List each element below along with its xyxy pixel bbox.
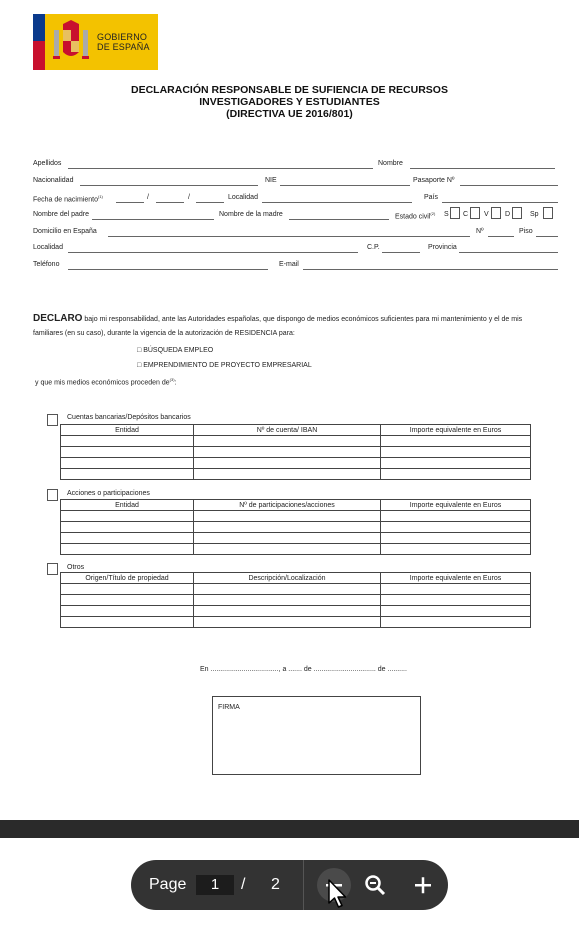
cuentas-table: [60, 424, 531, 480]
declaration-text: [33, 312, 553, 341]
table-cell[interactable]: [194, 522, 381, 533]
table-cell[interactable]: [61, 533, 194, 544]
table-cell[interactable]: [194, 469, 381, 480]
label-padre: Nombre del padre: [33, 211, 90, 218]
declaration-line-2: familiares (en su caso), durante la vigencia de la autorización de RESIDENCIA para:: [33, 330, 295, 337]
title-line-3: (DIRECTIVA UE 2016/801): [226, 108, 353, 120]
label-provincia: Provincia: [428, 244, 457, 251]
label-d: D: [505, 211, 511, 218]
coat-of-arms-icon: [51, 20, 91, 64]
page-label: Page: [149, 876, 187, 893]
table-cell[interactable]: [194, 436, 381, 447]
table-header: Importe equivalente en Euros: [381, 425, 531, 436]
table-cell[interactable]: [381, 469, 531, 480]
estado-v-checkbox[interactable]: [491, 207, 501, 219]
logo-line-1: GOBIERNO: [97, 32, 148, 42]
otros-table: [60, 572, 531, 628]
mouse-cursor-icon: [326, 879, 350, 911]
label-pasaporte: Pasaporte Nº: [413, 177, 455, 184]
email-field[interactable]: [303, 269, 558, 270]
table-header: Nº de participaciones/acciones: [194, 500, 381, 511]
label-nombre: Nombre: [378, 160, 403, 167]
zoom-reset-button[interactable]: [358, 868, 392, 902]
table-cell[interactable]: [194, 458, 381, 469]
government-logo: [33, 14, 158, 70]
table-cell[interactable]: [61, 447, 194, 458]
otros-label: Otros: [67, 564, 85, 571]
otros-checkbox[interactable]: [47, 563, 58, 575]
label-telefono: Teléfono: [33, 261, 60, 268]
table-cell[interactable]: [61, 584, 194, 595]
logo-line-2: DE ESPAÑA: [97, 42, 150, 52]
table-row: [61, 533, 531, 544]
table-cell[interactable]: [61, 544, 194, 555]
piso-field[interactable]: [536, 236, 558, 237]
table-cell[interactable]: [381, 458, 531, 469]
fecha-text: Fecha de nacimiento: [33, 196, 98, 204]
declaration-line-1: bajo mi responsabilidad, ante las Autoridades españolas, que dispongo de medios económicos suficientes para mi mantenimiento y el de mis: [82, 316, 523, 323]
label-c: C: [463, 211, 469, 218]
nombre-field[interactable]: [410, 168, 555, 169]
page-separator: /: [241, 876, 246, 893]
table-cell[interactable]: [61, 606, 194, 617]
table-cell[interactable]: [381, 447, 531, 458]
signature-label: FIRMA: [218, 704, 240, 711]
title-line-1: DECLARACIÓN RESPONSABLE DE SUFIENCIA DE RECURSOS: [131, 84, 448, 96]
table-cell[interactable]: [381, 436, 531, 447]
fecha-note: (1): [97, 194, 103, 199]
localidad-field[interactable]: [262, 202, 412, 203]
nacionalidad-field[interactable]: [80, 185, 258, 186]
source-text: [35, 377, 176, 386]
date-slash-1: /: [147, 194, 149, 201]
label-fecha: [33, 194, 103, 203]
table-cell[interactable]: [381, 584, 531, 595]
label-localidad-2: Localidad: [33, 244, 63, 251]
acciones-checkbox[interactable]: [47, 489, 58, 501]
table-cell[interactable]: [61, 436, 194, 447]
domicilio-field[interactable]: [108, 236, 470, 237]
label-num: Nº: [476, 228, 484, 235]
table-header: Importe equivalente en Euros: [381, 500, 531, 511]
zoom-in-button[interactable]: [406, 868, 440, 902]
option-emprendimiento[interactable]: □ EMPRENDIMIENTO DE PROYECTO EMPRESARIAL: [137, 362, 312, 369]
total-pages: 2: [271, 876, 280, 893]
table-cell[interactable]: [194, 595, 381, 606]
label-localidad: Localidad: [228, 194, 258, 201]
table-row: [61, 584, 531, 595]
option-busqueda-label: BÚSQUEDA EMPLEO: [143, 347, 214, 354]
label-madre: Nombre de la madre: [219, 211, 283, 218]
title-line-2: INVESTIGADORES Y ESTUDIANTES: [199, 96, 380, 108]
num-field[interactable]: [488, 236, 514, 237]
table-row: [61, 595, 531, 606]
table-cell[interactable]: [61, 458, 194, 469]
table-cell[interactable]: [194, 447, 381, 458]
table-cell[interactable]: [194, 511, 381, 522]
nie-field[interactable]: [280, 185, 410, 186]
logo-text: [97, 32, 150, 52]
option-emprendimiento-label: EMPRENDIMIENTO DE PROYECTO EMPRESARIAL: [143, 362, 312, 369]
label-nacionalidad: Nacionalidad: [33, 177, 74, 184]
date-slash-2: /: [188, 194, 190, 201]
label-estado: [395, 211, 435, 220]
table-row: [61, 447, 531, 458]
table-row: [61, 458, 531, 469]
table-header: Nº de cuenta/ IBAN: [194, 425, 381, 436]
zoom-reset-icon: [358, 868, 392, 902]
pdf-toolbar: [131, 860, 448, 910]
table-header-row: [61, 500, 531, 511]
table-header: Entidad: [61, 425, 194, 436]
padre-field[interactable]: [92, 219, 214, 220]
table-row: [61, 436, 531, 447]
document-title: [0, 84, 579, 120]
table-row: [61, 617, 531, 628]
source-note: (3): [169, 377, 175, 382]
table-row: [61, 511, 531, 522]
table-row: [61, 469, 531, 480]
label-piso: Piso: [519, 228, 533, 235]
table-cell[interactable]: [61, 469, 194, 480]
declaro-heading: DECLARO: [33, 313, 83, 324]
page-number-input[interactable]: 1: [196, 875, 234, 895]
estado-sp-checkbox[interactable]: [543, 207, 553, 219]
table-cell[interactable]: [194, 617, 381, 628]
table-cell[interactable]: [381, 533, 531, 544]
label-apellidos: Apellidos: [33, 160, 62, 167]
table-cell[interactable]: [381, 617, 531, 628]
zoom-in-icon: [406, 868, 440, 902]
table-cell[interactable]: [61, 522, 194, 533]
label-pais: País: [424, 194, 439, 201]
source-end: :: [174, 379, 177, 387]
table-header: Importe equivalente en Euros: [381, 573, 531, 584]
estado-note: (2): [430, 211, 436, 216]
table-cell[interactable]: [381, 606, 531, 617]
estado-s-checkbox[interactable]: [450, 207, 460, 219]
estado-c-checkbox[interactable]: [470, 207, 480, 219]
cuentas-checkbox[interactable]: [47, 414, 58, 426]
pasaporte-field[interactable]: [460, 185, 558, 186]
table-cell[interactable]: [61, 511, 194, 522]
cuentas-label: Cuentas bancarias/Depósitos bancarios: [67, 414, 191, 421]
label-s: S: [444, 211, 449, 218]
table-cell[interactable]: [61, 595, 194, 606]
table-cell[interactable]: [381, 522, 531, 533]
table-cell[interactable]: [194, 584, 381, 595]
table-cell[interactable]: [194, 606, 381, 617]
cp-field[interactable]: [382, 252, 420, 253]
label-domicilio: Domicilio en España: [33, 228, 97, 235]
label-nie: NIE: [265, 177, 277, 184]
table-header: Origen/Título de propiedad: [61, 573, 194, 584]
table-row: [61, 544, 531, 555]
table-cell[interactable]: [194, 533, 381, 544]
provincia-field[interactable]: [459, 252, 558, 253]
acciones-label: Acciones o participaciones: [67, 490, 150, 497]
option-busqueda[interactable]: □ BÚSQUEDA EMPLEO: [137, 347, 214, 354]
table-cell[interactable]: [381, 544, 531, 555]
fecha-day-field[interactable]: [116, 202, 144, 203]
label-email: E-mail: [279, 261, 299, 268]
signature-box[interactable]: [212, 696, 421, 775]
estado-text: Estado civil: [395, 213, 431, 221]
acciones-table: [60, 499, 531, 555]
table-header: Descripción/Localización: [194, 573, 381, 584]
pais-field[interactable]: [442, 202, 558, 203]
table-header-row: [61, 425, 531, 436]
fecha-year-field[interactable]: [196, 202, 224, 203]
apellidos-field[interactable]: [68, 168, 373, 169]
place-date-line: En ..................................., a ....... de ................................ de ..........: [200, 666, 407, 673]
fecha-month-field[interactable]: [156, 202, 184, 203]
label-cp: C.P.: [367, 244, 380, 251]
table-header-row: [61, 573, 531, 584]
table-cell[interactable]: [194, 544, 381, 555]
table-cell[interactable]: [381, 511, 531, 522]
table-row: [61, 606, 531, 617]
estado-d-checkbox[interactable]: [512, 207, 522, 219]
telefono-field[interactable]: [68, 269, 268, 270]
source-label: y que mis medios económicos proceden de: [35, 379, 170, 387]
flag-icon: [33, 14, 45, 70]
localidad-2-field[interactable]: [68, 252, 358, 253]
label-v: V: [484, 211, 489, 218]
table-row: [61, 522, 531, 533]
table-header: Entidad: [61, 500, 194, 511]
table-cell[interactable]: [381, 595, 531, 606]
viewer-divider: [0, 820, 579, 838]
toolbar-divider: [303, 860, 304, 910]
label-sp: Sp: [530, 211, 539, 218]
table-cell[interactable]: [61, 617, 194, 628]
madre-field[interactable]: [289, 219, 389, 220]
